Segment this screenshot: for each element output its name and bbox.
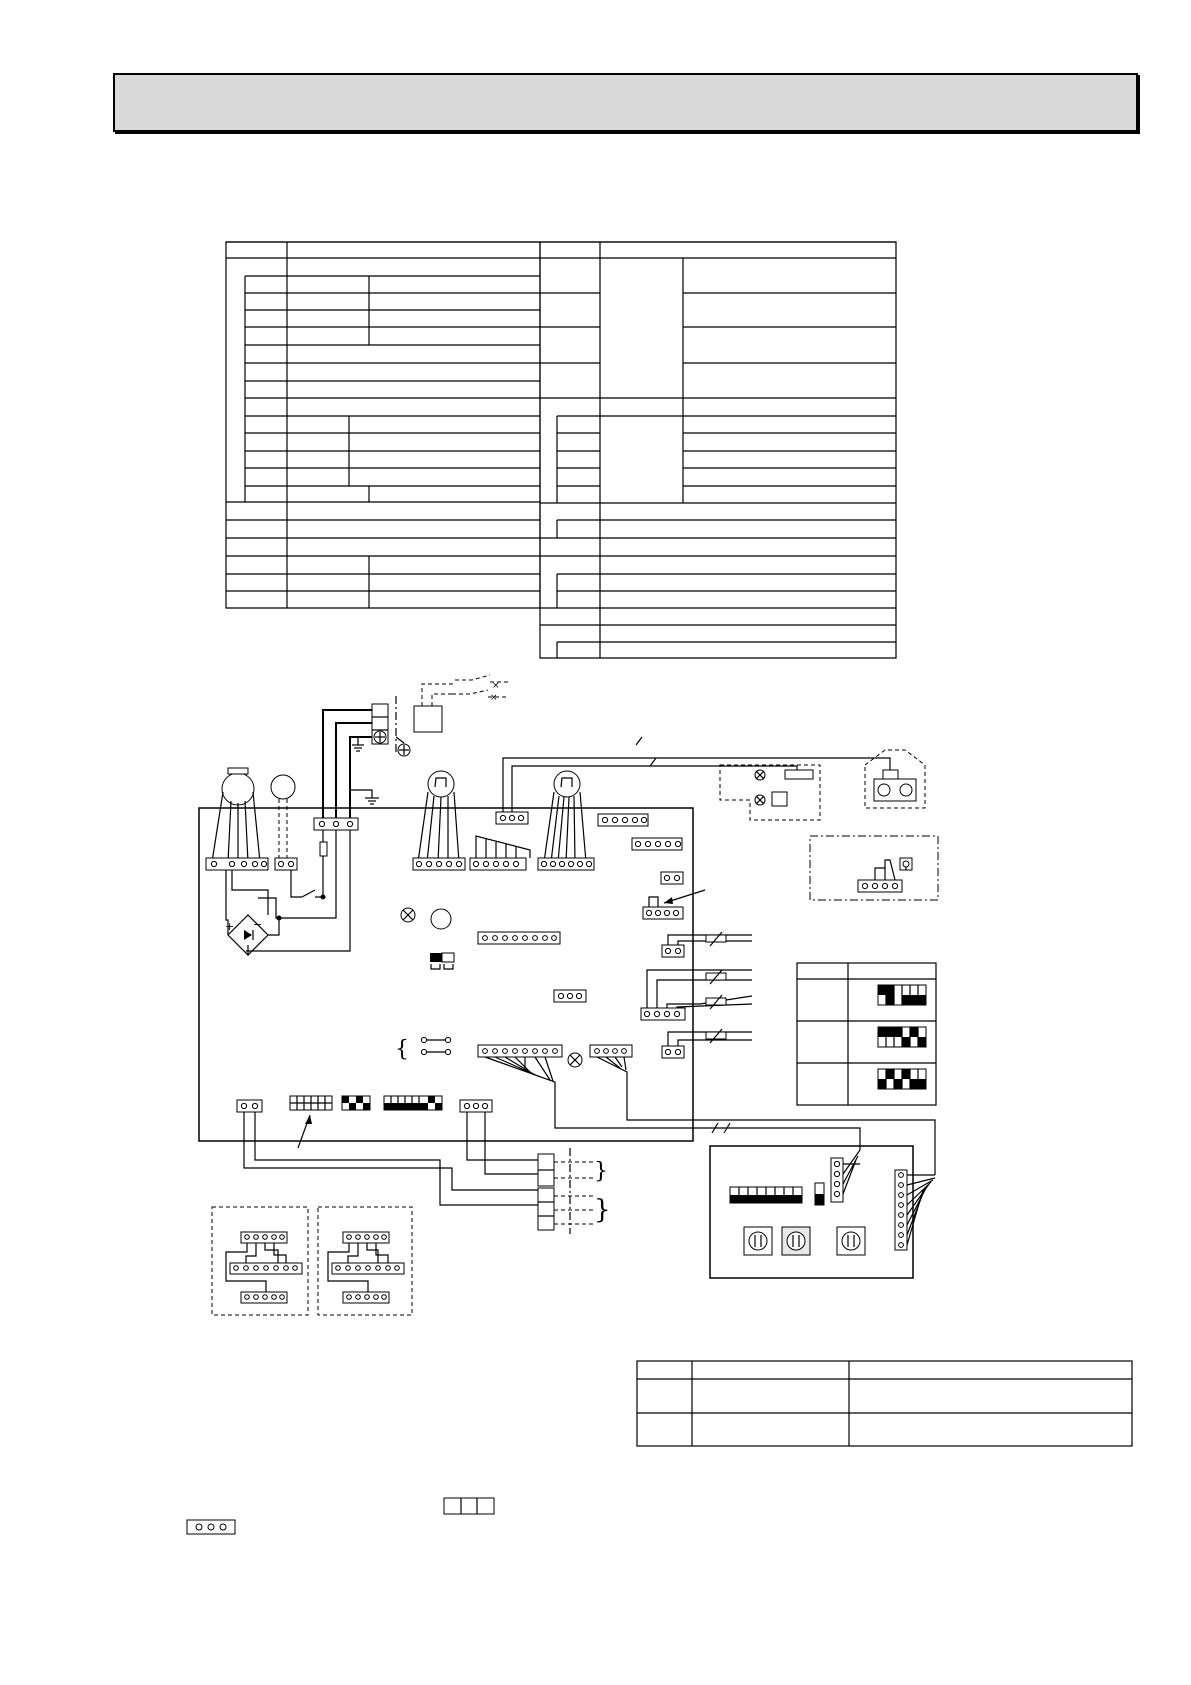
connector-power-input xyxy=(314,818,358,830)
vane-motor-1 xyxy=(413,771,465,870)
optional-connector-box xyxy=(810,836,938,900)
connector-fan xyxy=(206,858,268,870)
aux-motor xyxy=(271,775,297,870)
dip-pattern-1 xyxy=(878,985,926,1005)
fan-motor-left xyxy=(212,768,260,862)
thermistor-2-3 xyxy=(641,970,752,1020)
connector-vertical-4pin xyxy=(831,1150,860,1202)
dip-pattern-3 xyxy=(878,1069,926,1089)
dip-switch-small xyxy=(430,953,454,969)
svg-text:−: − xyxy=(253,918,263,931)
svg-text:×: × xyxy=(490,693,498,703)
legend-right-rows xyxy=(540,293,896,642)
connector-option xyxy=(643,890,705,919)
svg-text:}: } xyxy=(594,1159,608,1184)
led-indicator xyxy=(401,908,451,929)
rotary-switch-2 xyxy=(782,1227,810,1255)
note-symbol-connector xyxy=(187,1520,235,1534)
jumper-small xyxy=(815,1183,824,1205)
terminal-block-bottom xyxy=(538,1148,611,1234)
dip-switch-bank-1 xyxy=(290,1096,332,1148)
dip-setting-table xyxy=(797,963,936,1105)
rotary-switch-3 xyxy=(837,1227,865,1255)
thermistor-1 xyxy=(662,932,752,957)
connector-bottom-left xyxy=(237,1100,538,1205)
relay-switch xyxy=(277,870,326,921)
jumper-switch xyxy=(395,1037,451,1062)
rotary-switch-1 xyxy=(744,1227,772,1255)
legend-table xyxy=(226,242,896,658)
bottom-table xyxy=(637,1361,1132,1446)
connector-bottom-long xyxy=(478,1045,860,1150)
svg-text:×: × xyxy=(492,681,500,691)
dip-switch-bank-4 xyxy=(730,1187,802,1203)
connector-vertical-8pin xyxy=(895,1170,935,1250)
legend-left-rows xyxy=(226,276,540,591)
connector-long-middle xyxy=(478,932,560,944)
svg-text:{: { xyxy=(395,1037,409,1062)
rectifier-bridge xyxy=(225,870,279,955)
dip-pattern-2 xyxy=(878,1027,926,1047)
connector-cn-b xyxy=(632,838,682,850)
display-unit-box xyxy=(865,750,925,808)
connector-cn-a xyxy=(598,814,648,826)
power-terminal-block xyxy=(323,675,508,822)
connector-3pin-middle xyxy=(554,990,586,1002)
second-control-board xyxy=(710,1146,935,1278)
connector-vane-relay xyxy=(470,836,530,870)
signal-receiver-box xyxy=(720,765,820,820)
vane-motor-2 xyxy=(538,771,594,870)
connector-bottom-mid xyxy=(460,1100,538,1174)
dip-switch-bank-2 xyxy=(342,1096,370,1110)
connector-cn-c xyxy=(661,872,683,884)
thermistor-4 xyxy=(662,1029,752,1058)
fuse xyxy=(320,842,327,856)
note-symbol-terminal xyxy=(444,1498,494,1514)
dip-switch-bank-3 xyxy=(384,1096,442,1110)
connector-bottom-right xyxy=(590,1045,935,1175)
option-box-left xyxy=(212,1207,308,1315)
svg-text:+: + xyxy=(225,920,235,933)
svg-text:}: } xyxy=(594,1195,611,1225)
option-box-right xyxy=(318,1207,412,1315)
indoor-control-board xyxy=(199,737,935,1205)
ground-symbol xyxy=(350,790,379,804)
